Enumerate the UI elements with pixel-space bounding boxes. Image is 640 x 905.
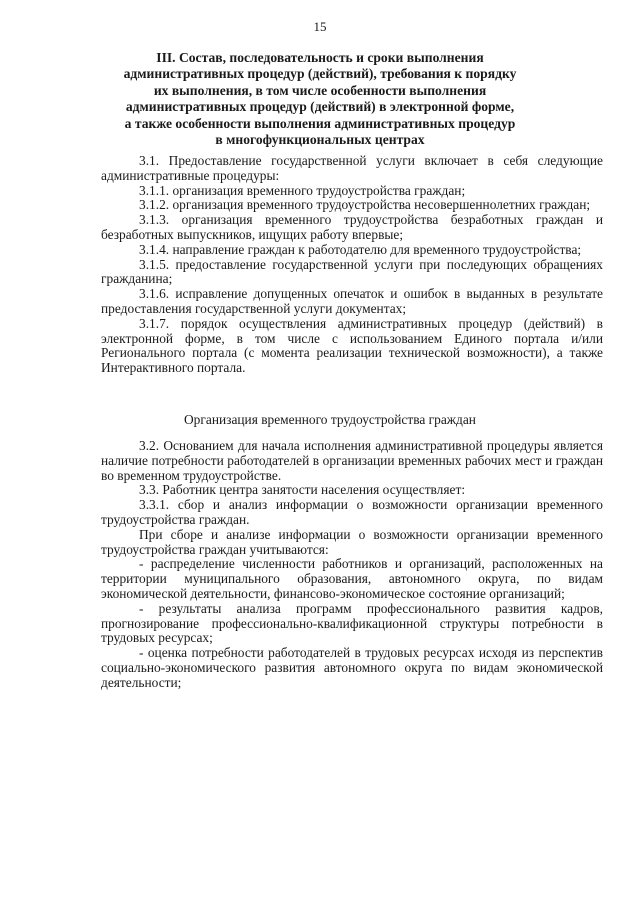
section-title-line: административных процедур (действий), требования к порядку: [123, 66, 517, 82]
subheading: Организация временного трудоустройства граждан: [184, 412, 476, 427]
paragraph-3-1-2: 3.1.2. организация временного трудоустройства несовершеннолетних граждан;: [139, 197, 591, 213]
paragraph-analysis-intro: При сборе и анализе информации о возможности организации временного трудоустройства граждан учитываются:: [101, 526, 603, 557]
section-title-line: административных процедур (действий) в электронной форме,: [125, 99, 515, 115]
paragraph-3-1-7: 3.1.7. порядок осуществления административных процедур (действий) в электронной форме, в том числе с использованием Единого портала и/или Регионального портала (с момента реализации технической возможности), а также Интерактивного портала.: [101, 315, 603, 376]
paragraph-3-1-3: 3.1.3. организация временного трудоустройства безработных граждан и безработных выпускников, ищущих работу впервые;: [101, 212, 603, 242]
section-title-line: их выполнения, в том числе особенности выполнения: [153, 82, 487, 98]
paragraph-3-3-1: 3.3.1. сбор и анализ информации о возможности организации временного трудоустройства граждан.: [101, 497, 603, 527]
paragraph-3-2: 3.2. Основанием для начала исполнения административной процедуры является наличие потребности работодателей в организации временных рабочих мест и граждан во временном трудоустройстве.: [101, 438, 603, 483]
organization-text: [101, 439, 603, 691]
bullet-item: - распределение численности работников и организаций, расположенных на территории муниципального образования, автономного округа, по видам экономической деятельности, финансово-экономическое состояние организаций;: [101, 556, 603, 601]
section-title: [80, 50, 560, 148]
paragraph-3-1-5: 3.1.5. предоставление государственной услуги при последующих обращениях гражданина;: [101, 256, 603, 287]
paragraph-3-3: 3.3. Работник центра занятости населения осуществляет:: [139, 482, 466, 498]
section-title-line: а также особенности выполнения административных процедур: [124, 115, 516, 131]
procedures-list: [101, 154, 603, 376]
bullet-item: - результаты анализа программ профессионального развития кадров, прогнозирование профессионально-квалификационной структуры потребности в трудовых ресурсах;: [101, 600, 603, 646]
paragraph-3-1-6: 3.1.6. исправление допущенных опечаток и ошибок в выданных в результате предоставления государственной услуги документах;: [101, 286, 603, 316]
section-title-line: в многофункциональных центрах: [215, 132, 425, 148]
page-number: 15: [313, 19, 327, 34]
section-title-line: III. Состав, последовательность и сроки выполнения: [156, 50, 484, 65]
paragraph-3-1-1: 3.1.1. организация временного трудоустройства граждан;: [139, 182, 466, 198]
bullet-item: - оценка потребности работодателей в трудовых ресурсах исходя из перспектив социально-экономического развития автономного округа по видам экономической деятельности;: [101, 645, 603, 690]
paragraph-3-1-4: 3.1.4. направление граждан к работодателю для временного трудоустройства;: [139, 241, 582, 257]
paragraph-3-1: 3.1. Предоставление государственной услуги включает в себя следующие административные процедуры:: [101, 153, 603, 183]
